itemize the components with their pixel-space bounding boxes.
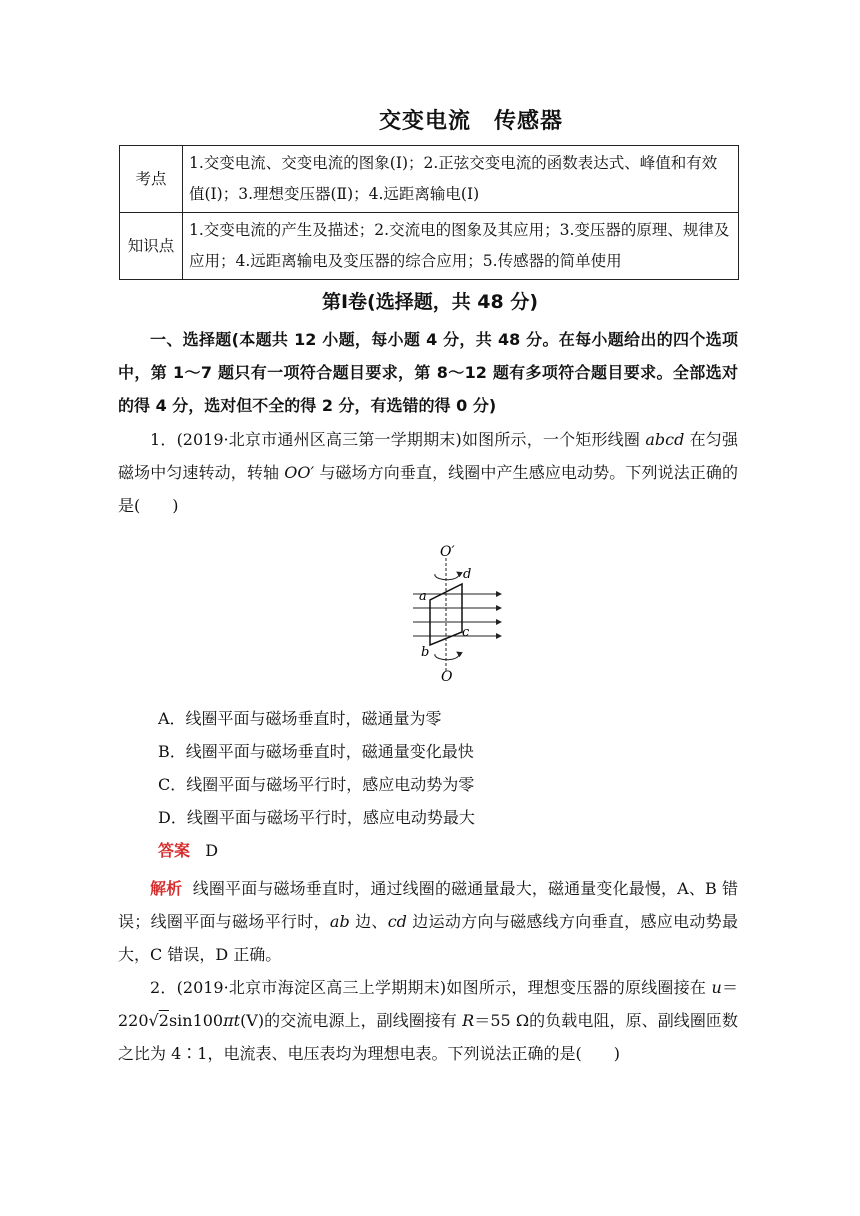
topic-table — [119, 145, 739, 280]
analysis-text-3: 边运动方向与磁感线方向垂直，感应电动势最大，C 错误，D 正确。 — [118, 912, 738, 964]
analysis-text-1: 线圈平面与磁场垂直时，通过线圈的磁通量最大，磁通量变化最慢，A、B 错误；线圈平面与磁场平行时， — [118, 879, 738, 931]
q2-eq-3: (V)的交流电源上，副线圈接有 — [240, 1011, 463, 1030]
table-row-head: 考点 — [120, 146, 183, 213]
table-row-body: 1.交变电流、交变电流的图象(Ⅰ)；2.正弦交变电流的函数表达式、峰值和有效值(Ⅰ)；3.理想变压器(Ⅱ)；4.远距离输电(Ⅰ) — [183, 146, 739, 213]
label-o-prime: O′ — [440, 544, 455, 560]
page-title: 交变电流 传感器 — [378, 109, 563, 134]
q2-var-t: t — [233, 1011, 241, 1030]
q2-var-u: u — [711, 978, 722, 997]
q2-sqrt-arg: 2 — [158, 1011, 169, 1030]
question-1-stem — [118, 423, 738, 522]
analysis-label: 解析 — [150, 879, 183, 898]
q1-var-abcd: abcd — [645, 430, 685, 449]
analysis-var-ab: ab — [329, 912, 350, 931]
rotating-coil-figure — [405, 544, 505, 684]
q1-suffix: 与磁场方向垂直，线圈中产生感应电动势。下列说法正确的是( ) — [118, 463, 738, 515]
answer-value: D — [205, 841, 219, 860]
sqrt-symbol: √ — [148, 1011, 159, 1030]
q2-prefix: 2．(2019·北京市海淀区高三上学期期末)如图所示，理想变压器的原线圈接在 — [150, 978, 712, 997]
table-row — [120, 146, 739, 213]
q1-var-oo: OO′ — [284, 463, 315, 482]
table-row-head: 知识点 — [120, 213, 183, 280]
option-b: B．线圈平面与磁场垂直时，磁通量变化最快 — [158, 742, 474, 761]
analysis-var-cd: cd — [387, 912, 407, 931]
label-c: c — [462, 625, 470, 640]
analysis — [118, 872, 738, 971]
q1-mid: 在匀强磁场中匀速转动，转轴 — [118, 430, 738, 482]
q2-var-r: R — [462, 1011, 475, 1030]
table-row — [120, 213, 739, 280]
q2-eq-4: ＝55 Ω的负载电阻，原、副线圈匝数之比为 4∶1，电流表、电压表均为理想电表。下列说法正确的是( ) — [118, 1011, 738, 1063]
rotation-arrow-top — [435, 572, 459, 580]
option-a: A．线圈平面与磁场垂直时，磁通量为零 — [158, 709, 442, 728]
label-b: b — [421, 645, 430, 660]
label-a: a — [419, 589, 427, 604]
q2-pi: π — [223, 1011, 234, 1030]
answer-line — [158, 839, 218, 863]
rotation-arrow-bottom — [435, 652, 459, 660]
option-c: C．线圈平面与磁场平行时，感应电动势为零 — [158, 775, 475, 794]
q2-eq-2: sin100 — [168, 1011, 224, 1030]
analysis-text-2: 边、 — [349, 912, 388, 931]
q2-eq-1: ＝220 — [118, 978, 738, 1030]
section-title: 第Ⅰ卷(选择题，共 48 分) — [321, 291, 539, 313]
answer-label: 答案 — [158, 841, 191, 860]
table-row-body: 1.交变电流的产生及描述；2.交流电的图象及其应用；3.变压器的原理、规律及应用；4.远距离输电及变压器的综合应用；5.传感器的简单使用 — [183, 213, 739, 280]
option-d: D．线圈平面与磁场平行时，感应电动势最大 — [158, 808, 475, 827]
question-2-stem — [118, 971, 738, 1070]
instructions: 一、选择题(本题共 12 小题，每小题 4 分，共 48 分。在每小题给出的四个选项中，第 1～7 题只有一项符合题目要求，第 8～12 题有多项符合题目要求。全部选对的得 4 分，选对但不全的得 2 分，有选错的得 0 分) — [118, 330, 738, 415]
label-o: O — [441, 669, 453, 684]
label-d: d — [463, 567, 472, 582]
q1-prefix: 1．(2019·北京市通州区高三第一学期期末)如图所示，一个矩形线圈 — [150, 430, 646, 449]
